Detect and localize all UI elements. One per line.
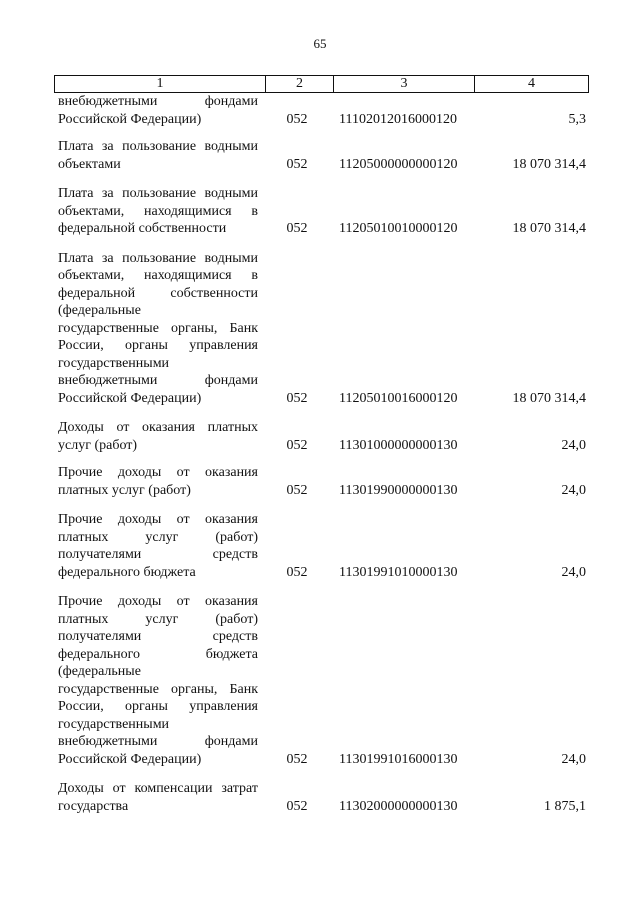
description-line: Доходы от оказания платных [58,420,258,435]
row-kbk: 11205010010000120 [339,221,458,236]
description-line: платных услуг (работ) [58,482,191,498]
description-line: федеральной собственности [58,285,258,301]
description-line: объектами, находящимися в [58,268,258,283]
description-line: федеральной собственности [58,221,227,236]
description-line: (федеральные [58,664,141,679]
row-code: 052 [286,564,308,580]
description-line: Прочие доходы от оказания [58,594,258,609]
row-description [58,250,258,408]
description-line: платных услуг (работ) [58,529,258,545]
description-line: внебюджетными фондами [58,94,258,109]
row-description [58,138,258,173]
table-row [0,419,640,454]
description-line: Прочие доходы от оказания [58,465,258,480]
row-amount: 24,0 [561,437,586,453]
description-line: Доходы от компенсации затрат [58,781,258,796]
description-line: объектами [58,156,121,172]
description-line: России, органы управления [58,699,258,714]
row-amount: 18 070 314,4 [512,156,586,172]
table-row [0,93,640,128]
description-line: государственными [58,716,170,732]
row-amount: 18 070 314,4 [512,390,586,406]
row-code: 052 [286,437,308,453]
row-code: 052 [286,111,308,127]
row-code: 052 [286,390,308,406]
row-kbk: 11102012016000120 [339,111,457,127]
description-line: Российской Федерации) [58,751,202,767]
table-row [0,780,640,815]
description-line: Плата за пользование водными [58,139,258,154]
table-row [0,138,640,173]
row-kbk: 11301000000000130 [339,437,458,453]
row-code: 052 [286,221,308,236]
description-line: (федеральные [58,303,141,318]
table-row [0,593,640,768]
row-kbk: 11301991010000130 [339,564,458,580]
revenue-table-body [0,93,640,815]
page-number: 65 [313,36,327,51]
table-row [0,250,640,408]
table-row [0,511,640,581]
row-code: 052 [286,156,308,172]
row-amount: 24,0 [561,482,586,498]
row-description [58,511,258,581]
description-line: федерального бюджета [58,646,258,662]
description-line: внебюджетными фондами [58,373,258,388]
row-description [58,593,258,768]
row-amount: 5,3 [568,111,586,127]
row-description [58,464,258,499]
description-line: Плата за пользование водными [58,186,258,201]
description-line: Российской Федерации) [58,390,202,406]
description-line: получателями средств [58,629,258,644]
description-line: государственные органы, Банк [58,320,258,336]
column-header-4: 4 [475,76,589,93]
row-amount: 24,0 [561,564,586,580]
row-amount: 1 875,1 [544,798,586,814]
row-code: 052 [286,751,308,767]
column-header-2: 2 [266,76,334,93]
row-code: 052 [286,482,308,498]
description-line: государства [58,798,129,814]
column-header-3: 3 [334,76,475,93]
description-line: Прочие доходы от оказания [58,512,258,527]
table-row [0,185,640,238]
row-kbk: 11302000000000130 [339,798,458,814]
table-row [0,464,640,499]
description-line: получателями средств [58,547,258,562]
row-code: 052 [286,798,308,814]
description-line: России, органы управления [58,338,258,353]
row-kbk: 11205000000000120 [339,156,458,172]
description-line: государственные органы, Банк [58,681,258,697]
description-line: платных услуг (работ) [58,611,258,627]
row-amount: 18 070 314,4 [512,221,586,236]
description-line: Российской Федерации) [58,111,202,127]
description-line: государственными [58,355,170,371]
description-line: Плата за пользование водными [58,250,258,266]
description-line: федерального бюджета [58,564,196,580]
row-kbk: 11205010016000120 [339,390,458,406]
description-line: внебюджетными фондами [58,734,258,749]
row-kbk: 11301991016000130 [339,751,458,767]
row-description [58,185,258,238]
column-header-1: 1 [55,76,266,93]
row-amount: 24,0 [561,751,586,767]
description-line: объектами, находящимися в [58,203,258,219]
row-description [58,780,258,815]
row-description [58,93,258,128]
row-kbk: 11301990000000130 [339,482,458,498]
row-description [58,419,258,454]
description-line: услуг (работ) [58,437,138,453]
column-header-table [54,75,589,93]
